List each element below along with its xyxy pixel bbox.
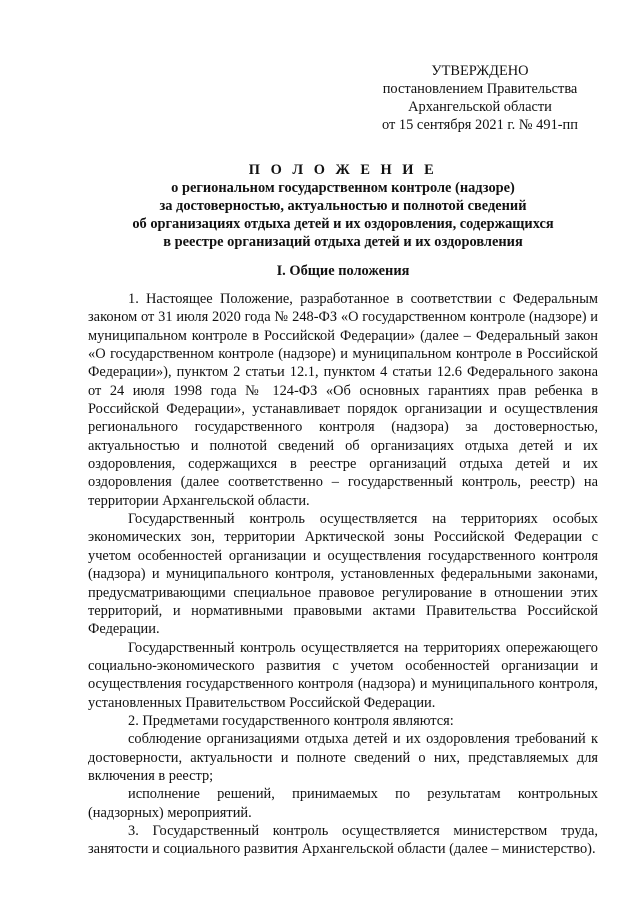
section-heading: I. Общие положения <box>276 263 410 279</box>
paragraph: соблюдение организациями отдыха детей и их оздоровления требований к достоверности, актуальности и полноте сведений о них, представляемых для включения в реестр; <box>88 731 598 784</box>
paragraph: Государственный контроль осуществляется на территориях опережающего социально-экономического развития с учетом особенностей организации и осуществления государственного контроля (надзора) и муниципального контроля, установленных Правительством Российской Федерации. <box>88 639 598 711</box>
paragraph: 2. Предметами государственного контроля являются: <box>128 712 454 729</box>
approval-line-resolution: постановлением Правительства <box>382 81 578 97</box>
paragraph: 3. Государственный контроль осуществляется министерством труда, занятости и социального развития Архангельской области (далее – министерство). <box>88 822 598 858</box>
title-subtitle-1: о региональном государственном контроле (надзоре) <box>171 180 515 196</box>
approval-line-approved: УТВЕРЖДЕНО <box>431 63 529 79</box>
paragraph: Государственный контроль осуществляется на территориях особых экономических зон, территории Арктической зоны Российской Федерации с учетом особенностей организации и осуществления государственного контроля (надзора) и муниципального контроля, установленных федеральными законами, предусматривающими специальное правовое регулирование в отношении этих территорий, и нормативными правовыми актами Правительства Российской Федерации. <box>88 511 598 638</box>
document-body <box>88 290 598 859</box>
title-subtitle-2: за достоверностью, актуальностью и полнотой сведений <box>159 198 527 214</box>
title-heading: П О Л О Ж Е Н И Е <box>248 162 438 178</box>
approval-line-region: Архангельской области <box>408 99 552 115</box>
paragraph: 1. Настоящее Положение, разработанное в соответствии с Федеральным законом от 31 июля 2020 года № 248-ФЗ «О государственном контроле (надзоре) и муниципальном контроле в Российской Федерации» (далее – Федеральный закон «О государственном контроле (надзоре) и муниципальном контроле в Российской Федерации»), пунктом 2 статьи 12.1, пунктом 4 статьи 12.6 Федерального закона от 24 июля 1998 года № 124-ФЗ «Об основных гарантиях прав ребенка в Российской Федерации», устанавливает порядок организации и осуществления регионального государственного контроля (надзора) за достоверностью, актуальностью и полнотой сведений об организациях отдыха детей и их оздоровления, содержащихся в реестре организаций отдыха детей и их оздоровления (далее соответственно – государственный контроль, реестр) на территории Архангельской области. <box>88 291 598 509</box>
paragraph: исполнение решений, принимаемых по результатам контрольных (надзорных) мероприятий. <box>88 786 598 821</box>
document-title <box>88 161 598 251</box>
title-subtitle-4: в реестре организаций отдыха детей и их оздоровления <box>163 234 523 250</box>
approval-stamp <box>360 62 600 134</box>
title-subtitle-3: об организациях отдыха детей и их оздоровления, содержащихся <box>132 216 554 232</box>
approval-line-date: от 15 сентября 2021 г. № 491-пп <box>382 117 578 133</box>
